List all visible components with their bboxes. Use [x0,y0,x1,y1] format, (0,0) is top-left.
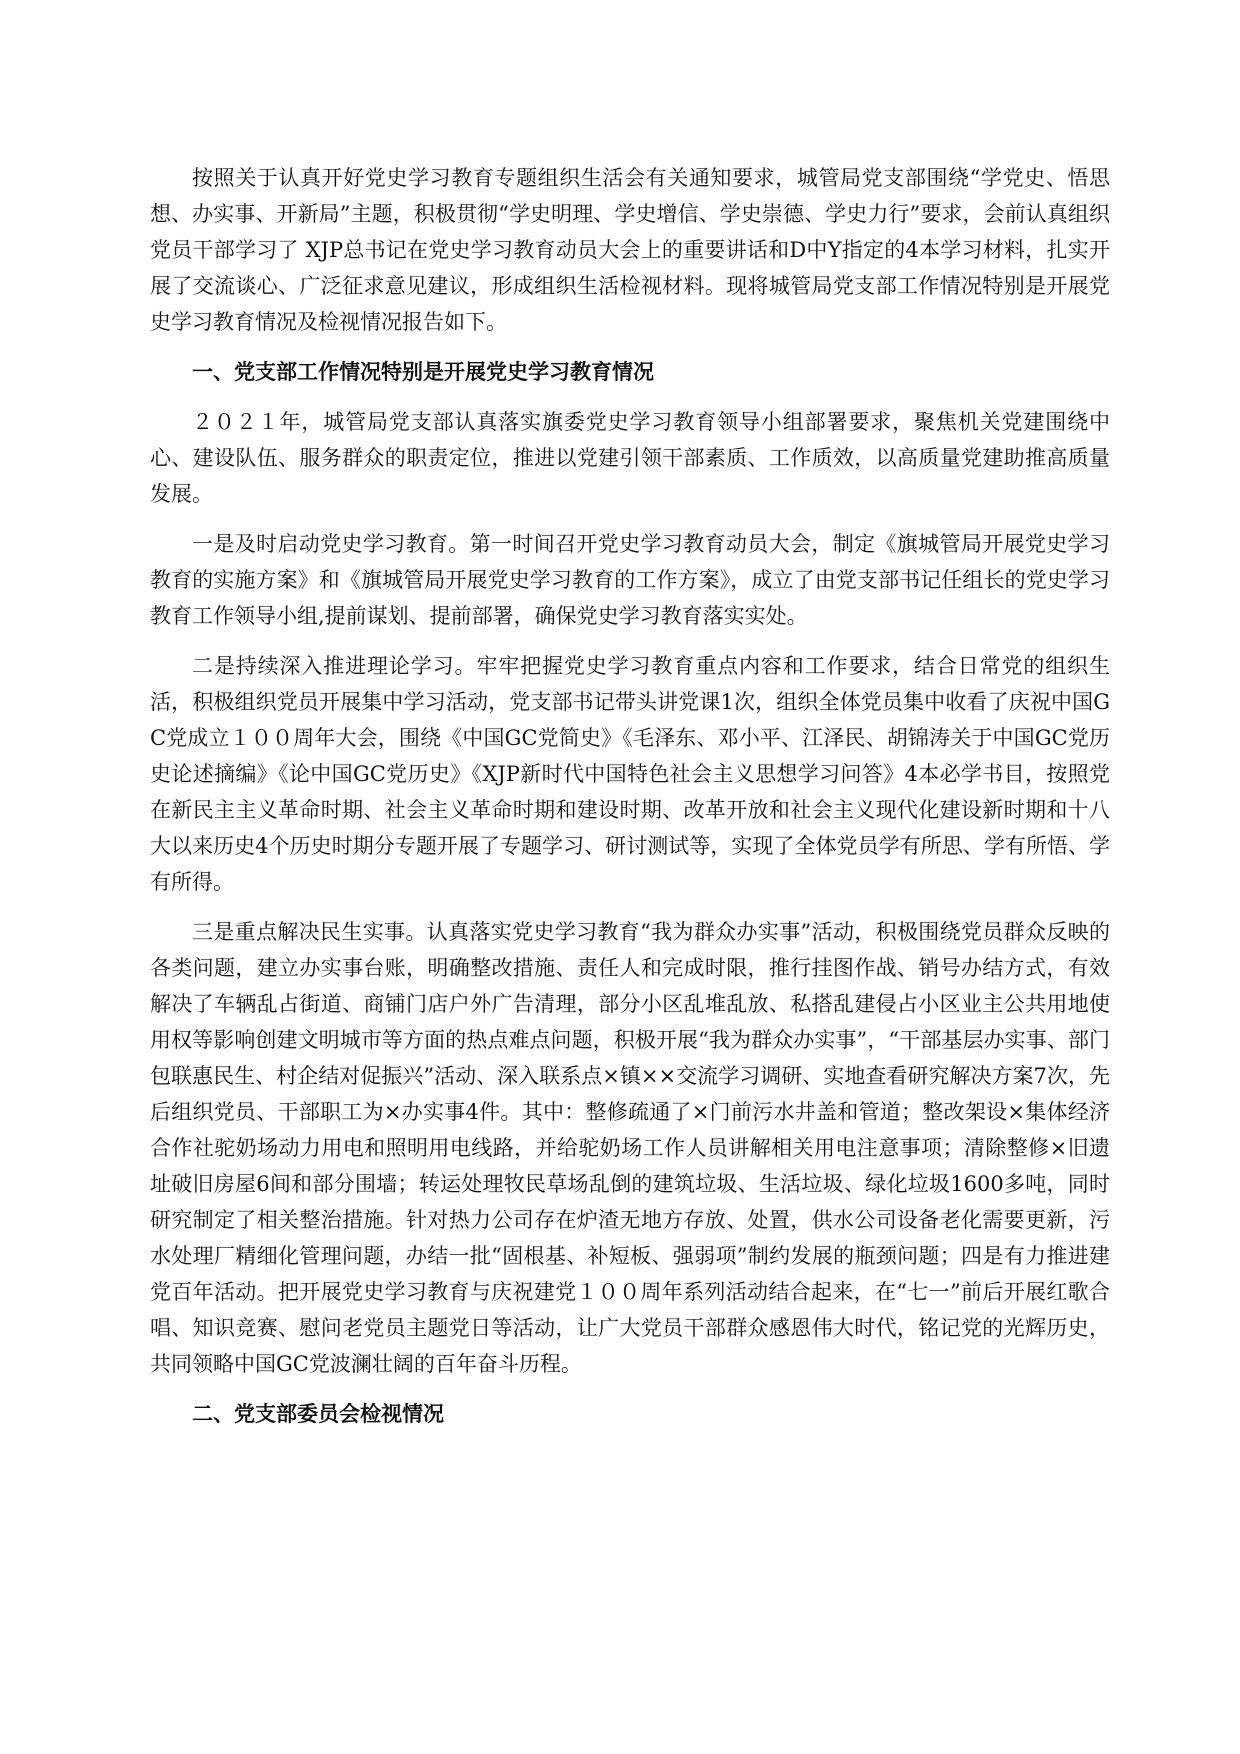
section-heading-2: 二、党支部委员会检视情况 [192,1402,444,1426]
section-heading-1: 一、党支部工作情况特别是开展党史学习教育情况 [192,360,654,384]
body-paragraph-item-3: 三是重点解决民生实事。认真落实党史学习教育“我为群众办实事”活动，积极围绕党员群众反映的各类问题，建立办实事台账，明确整改措施、责任人和完成时限，推行挂图作战、销号办结方式，有效解决了车辆乱占街道、商铺门店户外广告清理，部分小区乱堆乱放、私搭乱建侵占小区业主公共用地使用权等影响创建文明城市等方面的热点难点问题，积极开展“我为群众办实事”，“干部基层办实事、部门包联惠民生、村企结对促振兴”活动、深入联系点×镇××交流学习调研、实地查看研究解决方案7次，先后组织党员、干部职工为×办实事4件。其中：整修疏通了×门前污水井盖和管道；整改架设×集体经济合作社驼奶场动力用电和照明用电线路，并给驼奶场工作人员讲解相关用电注意事项；清除整修×旧遗址破旧房屋6间和部分围墙；转运处理牧民草场乱倒的建筑垃圾、生活垃圾、绿化垃圾1600多吨，同时研究制定了相关整治措施。针对热力公司存在炉渣无地方存放、处置，供水公司设备老化需要更新，污水处理厂精细化管理问题，办结一批“固根基、补短板、强弱项”制约发展的瓶颈问题；四是有力推进建党百年活动。把开展党史学习教育与庆祝建党１００周年系列活动结合起来，在“七一”前后开展红歌合唱、知识竞赛、慰问老党员主题党日等活动，让广大党员干部群众感恩伟大时代，铭记党的光辉历史，共同领略中国GC党波澜壮阔的百年奋斗历程。 [150,920,1110,1376]
body-paragraph-2021: ２０２１年，城管局党支部认真落实旗委党史学习教育领导小组部署要求，聚焦机关党建围绕中心、建设队伍、服务群众的职责定位，推进以党建引领干部素质、工作质效，以高质量党建助推高质量发展。 [150,410,1110,506]
body-paragraph-item-2: 二是持续深入推进理论学习。牢牢把握党史学习教育重点内容和工作要求，结合日常党的组织生活，积极组织党员开展集中学习活动，党支部书记带头讲党课1次，组织全体党员集中收看了庆祝中国GC党成立１００周年大会，围绕《中国GC党简史》《毛泽东、邓小平、江泽民、胡锦涛关于中国GC党历史论述摘编》《论中国GC党历史》《XJP新时代中国特色社会主义思想学习问答》4本必学书目，按照党在新民主主义革命时期、社会主义革命时期和建设时期、改革开放和社会主义现代化建设新时期和十八大以来历史4个历史时期分专题开展了专题学习、研讨测试等，实现了全体党员学有所思、学有所悟、学有所得。 [150,654,1110,894]
intro-paragraph: 按照关于认真开好党史学习教育专题组织生活会有关通知要求，城管局党支部围绕“学党史、悟思想、办实事、开新局”主题，积极贯彻“学史明理、学史增信、学史崇德、学史力行”要求，会前认真组织党员干部学习了 XJP总书记在党史学习教育动员大会上的重要讲话和D中Y指定的4本学习材料，扎实开展了交流谈心、广泛征求意见建议，形成组织生活检视材料。现将城管局党支部工作情况特别是开展党史学习教育情况及检视情况报告如下。 [150,166,1110,334]
body-paragraph-item-1: 一是及时启动党史学习教育。第一时间召开党史学习教育动员大会，制定《旗城管局开展党史学习教育的实施方案》和《旗城管局开展党史学习教育的工作方案》，成立了由党支部书记任组长的党史学习教育工作领导小组,提前谋划、提前部署，确保党史学习教育落实实处。 [150,532,1110,628]
